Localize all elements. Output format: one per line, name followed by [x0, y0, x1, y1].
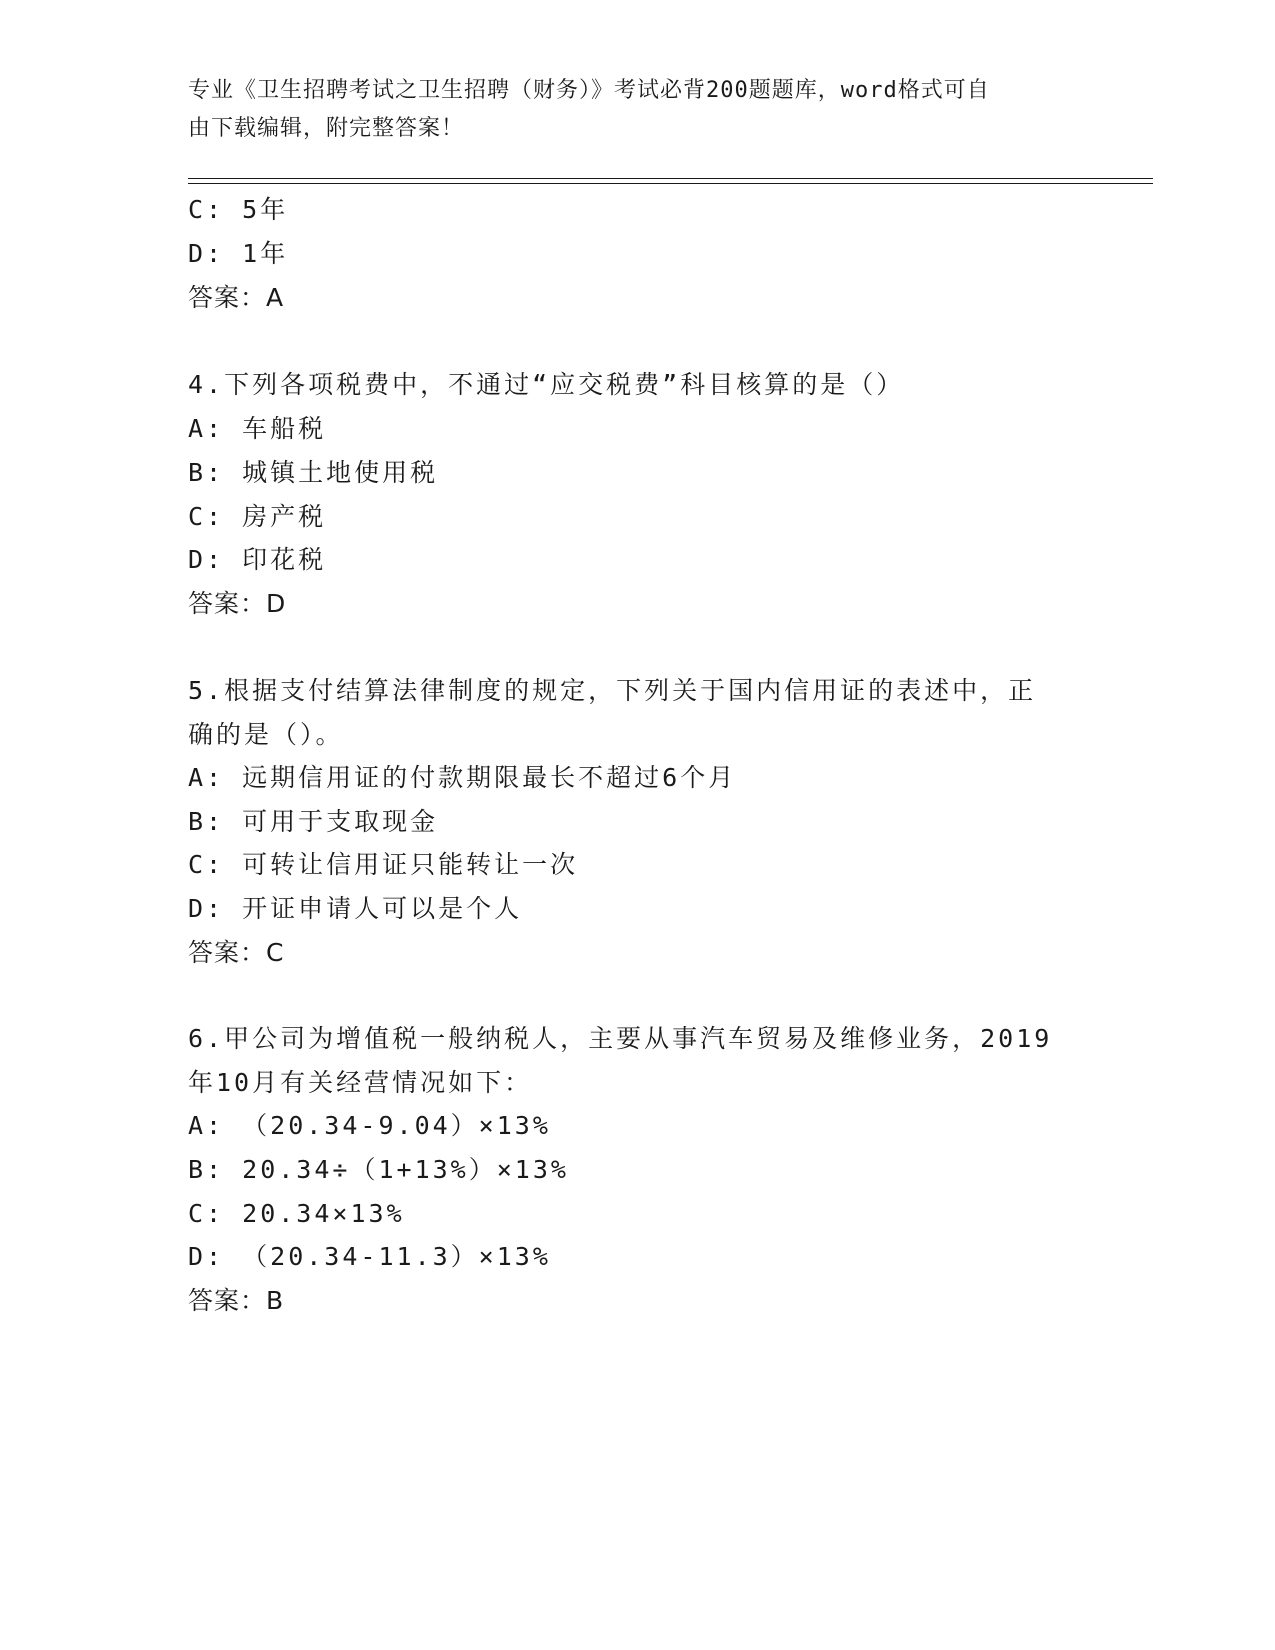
header-line-2: 由下载编辑，附完整答案！	[188, 116, 465, 141]
q6-option-b: B: 20.34÷（1+13%）×13%	[188, 1155, 569, 1184]
q5-answer: 答案：C	[188, 938, 285, 967]
q5-option-d: D: 开证申请人可以是个人	[188, 894, 523, 923]
q4-option-d: D: 印花税	[188, 545, 327, 574]
q4-option-c: C: 房产税	[188, 502, 327, 531]
q6-stem-line-2: 年10月有关经营情况如下：	[188, 1068, 533, 1097]
q3-answer: 答案：A	[188, 283, 285, 312]
q6-option-a: A: （20.34-9.04）×13%	[188, 1111, 551, 1140]
header-divider-bottom	[188, 183, 1153, 184]
q5-option-c: C: 可转让信用证只能转让一次	[188, 850, 579, 879]
q3-option-d: D: 1年	[188, 239, 289, 268]
q4-stem: 4.下列各项税费中，不通过“应交税费”科目核算的是（）	[188, 370, 905, 399]
q6-option-d: D: （20.34-11.3）×13%	[188, 1242, 551, 1271]
q6-option-c: C: 20.34×13%	[188, 1199, 405, 1228]
q5-option-b: B: 可用于支取现金	[188, 807, 439, 836]
q6-answer: 答案：B	[188, 1286, 285, 1315]
q5-stem-line-2: 确的是（）。	[188, 720, 344, 749]
q4-option-a: A: 车船税	[188, 414, 327, 443]
q4-answer: 答案：D	[188, 589, 287, 618]
document-header	[188, 72, 1068, 148]
header-divider-top	[188, 178, 1153, 179]
header-line-1: 专业《卫生招聘考试之卫生招聘（财务）》考试必背200题题库，word格式可自	[188, 78, 990, 103]
q5-option-a: A: 远期信用证的付款期限最长不超过6个月	[188, 763, 737, 792]
q5-stem-line-1: 5.根据支付结算法律制度的规定，下列关于国内信用证的表述中，正	[188, 676, 1037, 705]
q6-stem-line-1: 6.甲公司为增值税一般纳税人，主要从事汽车贸易及维修业务，2019	[188, 1024, 1053, 1053]
q3-option-c: C: 5年	[188, 195, 289, 224]
q4-option-b: B: 城镇土地使用税	[188, 458, 439, 487]
